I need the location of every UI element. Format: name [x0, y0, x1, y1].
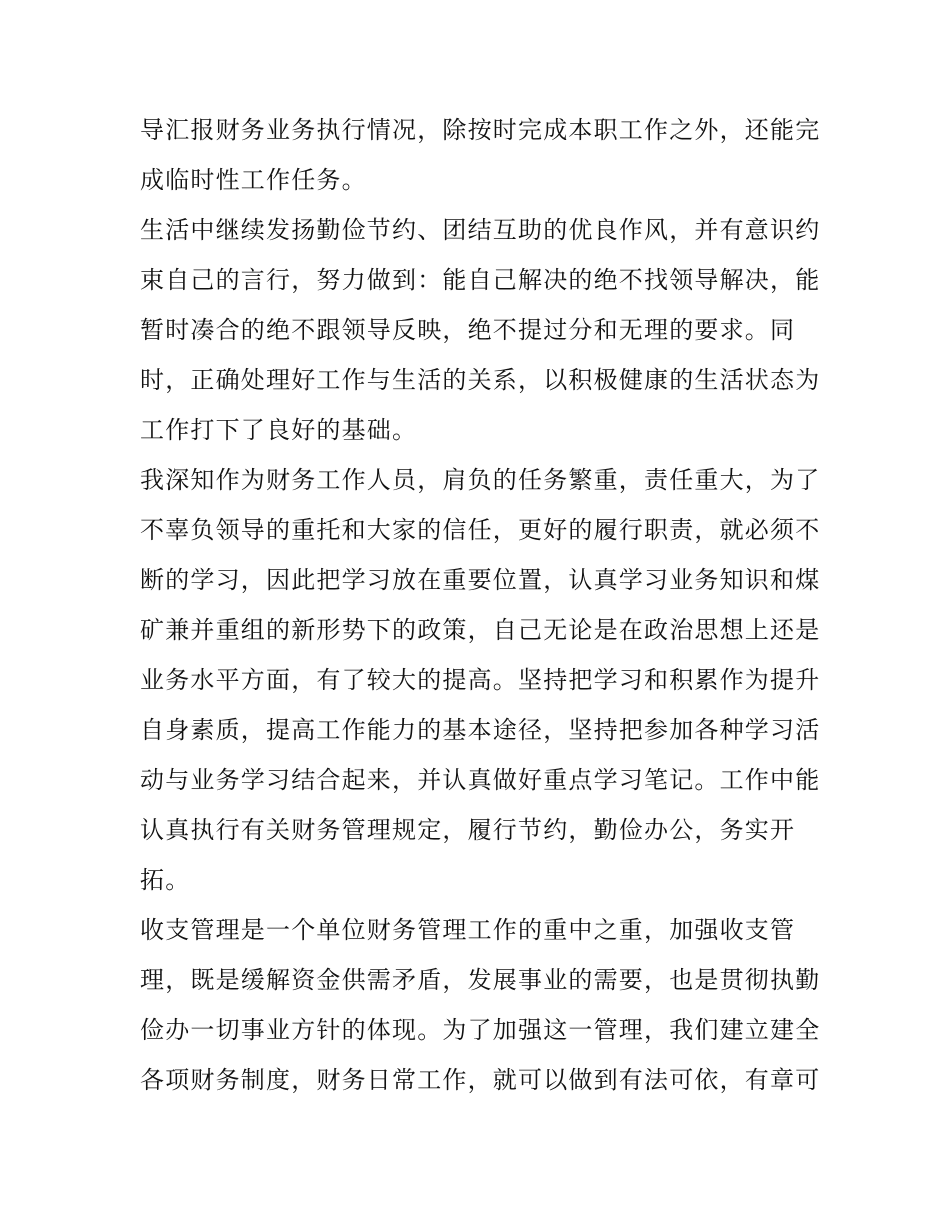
text-line: 时，正确处理好工作与生活的关系，以积极健康的生活状态为 [140, 366, 821, 394]
text-line: 各项财务制度，财务日常工作，就可以做到有法可依，有章可 [140, 1066, 821, 1094]
text-line: 理，既是缓解资金供需矛盾，发展事业的需要，也是贯彻执勤 [140, 966, 821, 994]
text-line: 业务水平方面，有了较大的提高。坚持把学习和积累作为提升 [140, 666, 821, 694]
text-line: 暂时凑合的绝不跟领导反映，绝不提过分和无理的要求。同 [140, 316, 796, 344]
text-line: 我深知作为财务工作人员，肩负的任务繁重，责任重大，为了 [140, 466, 821, 494]
body-text [140, 105, 830, 1105]
text-line: 拓。 [140, 866, 191, 894]
text-line: 导汇报财务业务执行情况，除按时完成本职工作之外，还能完 [140, 116, 821, 144]
text-line: 收支管理是一个单位财务管理工作的重中之重，加强收支管 [140, 916, 796, 944]
text-line: 认真执行有关财务管理规定，履行节约，勤俭办公，务实开 [140, 816, 796, 844]
text-line: 俭办一切事业方针的体现。为了加强这一管理，我们建立建全 [140, 1016, 821, 1044]
text-line: 不辜负领导的重托和大家的信任，更好的履行职责，就必须不 [140, 516, 821, 544]
text-line: 生活中继续发扬勤俭节约、团结互助的优良作风，并有意识约 [140, 216, 821, 244]
text-line: 断的学习，因此把学习放在重要位置，认真学习业务知识和煤 [140, 566, 821, 594]
text-line: 矿兼并重组的新形势下的政策，自己无论是在政治思想上还是 [140, 616, 821, 644]
text-line: 自身素质，提高工作能力的基本途径，坚持把参加各种学习活 [140, 716, 821, 744]
text-line: 工作打下了良好的基础。 [140, 416, 418, 444]
text-line: 动与业务学习结合起来，并认真做好重点学习笔记。工作中能 [140, 766, 821, 794]
text-line: 束自己的言行，努力做到：能自己解决的绝不找领导解决，能 [140, 266, 821, 294]
text-line: 成临时性工作任务。 [140, 166, 367, 194]
